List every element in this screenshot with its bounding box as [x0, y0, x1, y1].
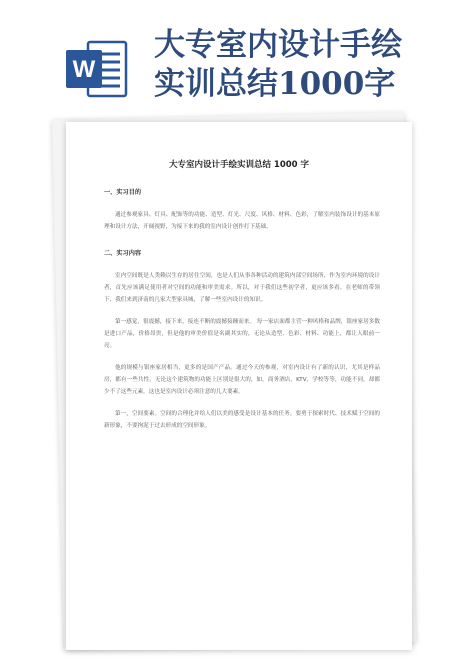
paragraph: 室内空间既是人类赖以生存的居住空间，也是人们从事各种活动的建筑内部空间场所，作为室内环境的设计者，首先应该满足使用者对空间的功能和审美需求。所以，对于我们这些初学者，更应该多看。在老师的带领下，我们来到济南的几家大型家具城，了解一些室内设计的知识。 — [104, 273, 380, 303]
banner-title — [154, 26, 454, 104]
paragraph: 第一，空间要素。空间的合理化并给人们以美的感受是设计基本的任务。要勇于探索时代、技术赋于空间的新形象，不要拘泥于过去形成的空间形象。 — [104, 411, 380, 429]
section-heading-content: 二、实习内容 — [104, 250, 142, 257]
paragraph: 通过参观家具、灯具、配饰等的功能、造型、灯光、尺度、风格、材料、色彩，了解室内装饰设计的基本原理和设计方法，开阔视野，为接下来的我的室内设计创作打下基础。 — [104, 212, 380, 230]
document-title: 大专室内设计手绘实训总结 1000 字 — [168, 160, 310, 170]
paragraph: 他的规模与银座家居相当，更多的是国产产品。通过今天的参观，对室内设计有了新的认识，尤其是样品房，都有一些共性，无论这个建筑物的功能上区别是很大的，如，商务酒店，KTV，学校等等，功能不同，却都少不了这些元素。这也是室内设计必须注意的几大要素。 — [104, 365, 380, 395]
banner-title-line2: 实训总结1000字 — [154, 66, 396, 102]
word-doc-icon — [66, 40, 128, 98]
header-banner — [0, 0, 474, 120]
word-icon-letter: W — [72, 56, 96, 83]
section-heading-purpose: 一、实习目的 — [104, 189, 142, 196]
paragraph: 第一感觉，很震撼，接下来，接连不断的震撼接踵而来。 每一家店面都主营一种风格和品牌，银座家居多数是进口产品，价格昂贵，但是他的审美价值是名副其实的，无论从造型、色彩、材料、功能上，都让人眼前一亮。 — [104, 319, 380, 349]
document-page — [66, 122, 412, 650]
banner-title-line1: 大专室内设计手绘 — [154, 27, 402, 63]
document-body — [104, 188, 380, 442]
